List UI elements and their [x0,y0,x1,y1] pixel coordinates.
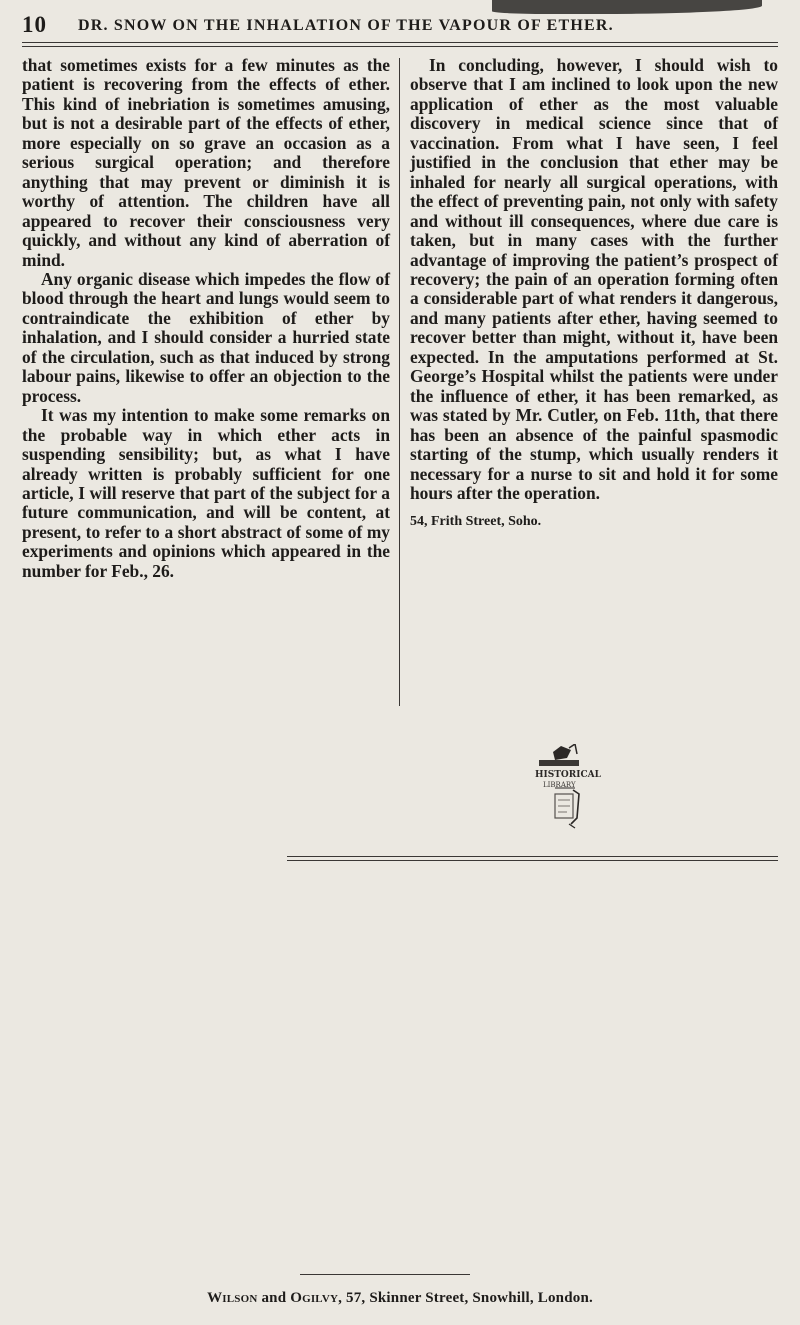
svg-text:LIBRARY: LIBRARY [543,781,576,789]
printer-rule [300,1274,470,1275]
printer-imprint [0,1290,800,1307]
paragraph: that sometimes exists for a few minutes as the patient is recovering from the effects of ether. This kind of inebriation is sometimes amusing, but is not a desirable part of the effects of ether, more especially on so grave an occasion as a serious surgical operation; and therefore anything that may prevent or diminish it is worthy of attention. The children have all appeared to recover their consciousness very quickly, and without any kind of aberration of mind. [22,55,390,270]
page-header [22,12,778,40]
paragraph: In concluding, however, I should wish to observe that I am inclined to look upon the new application of ether as the most valuable discovery in medical science since that of vaccination. From what I have seen, I feel justified in the conclusion that ether may be inhaled for nearly all surgical operations, with the effect of preventing pain, not only with safety and without ill consequences, where due care is taken, but in many cases with the further advantage of improving the patient’s prospect of recovery; the pain of an operation forming often a considerable part of what renders it dangerous, and many patients after ether, having seemed to recover better than might, without it, have been expected. In the amputations performed at St. George’s Hospital whilst the patients were under the influence of ether, it has been remarked, as was stated by Mr. Cutler, on Feb. 11th, that there has been an absence of the painful spasmodic starting of the stump, which usually renders it necessary for a nurse to sit and hold it for some hours after the operation. [410,55,778,503]
printer-name: Wilson [207,1290,258,1306]
paragraph: Any organic disease which impedes the flow of blood through the heart and lungs would seem to contraindicate the exhibition of ether by inhalation, and I should consider a hurried state of the circulation, such as that induced by strong labour pains, likewise to offer an objection to the process. [22,268,390,406]
running-title: DR. SNOW ON THE INHALATION OF THE VAPOUR OF ETHER. [78,17,614,34]
paragraph: It was my intention to make some remarks on the probable way in which ether acts in suspending sensibility; but, as what I have already written is probably sufficient for one article, I will reserve that part of the subject for a future communication, and will be content, at present, to refer to a short abstract of some of my experiments and opinions which appeared in the number for Feb., 26. [22,405,390,581]
page-number: 10 [22,12,47,37]
ink-smudge [492,0,762,14]
header-rule [22,42,778,47]
left-column [22,56,390,581]
author-address: 54, Frith Street, Soho. [410,514,542,530]
column-divider [399,58,400,706]
svg-text:HISTORICAL: HISTORICAL [535,770,601,780]
end-rule [287,856,778,861]
printer-address: , 57, Skinner Street, Snowhill, London. [338,1290,593,1306]
printer-and: and [261,1290,287,1306]
library-stamp-icon [525,744,605,844]
right-column [410,56,778,531]
printer-name: Ogilvy [290,1290,339,1306]
